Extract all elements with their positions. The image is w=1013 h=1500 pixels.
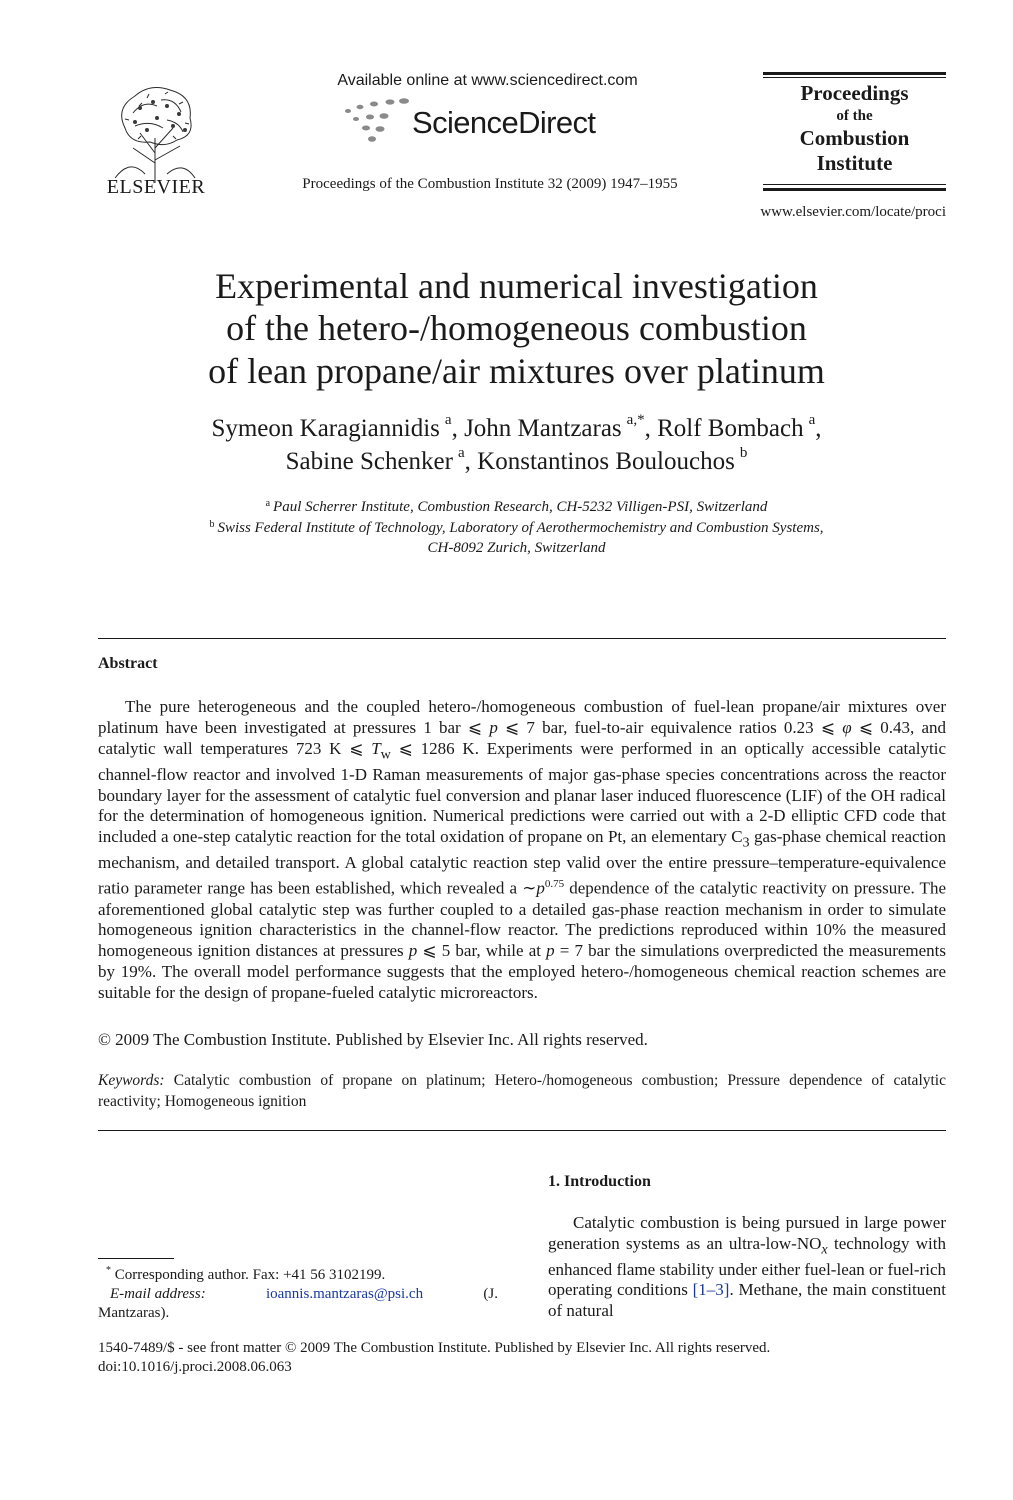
- journal-citation: Proceedings of the Combustion Institute 32 (2009) 1947–1955: [302, 176, 678, 192]
- title-line: of lean propane/air mixtures over platinum: [208, 350, 825, 391]
- abstract-text: gas-phase chemical reaction mechanism, and detailed transport. A global catalytic reaction step valid over the entire pressure–temperature-equivalence ratio parameter range has been established, which revealed a ∼: [98, 827, 947, 898]
- divider: [98, 638, 946, 639]
- author-affiliation-mark: b: [739, 444, 748, 461]
- journal-box-line: Combustion: [799, 126, 910, 151]
- footnote-text: Mantzaras).: [98, 1305, 170, 1321]
- affiliation-text: CH-8092 Zurich, Switzerland: [427, 540, 606, 557]
- math-subscript: 3: [742, 834, 750, 851]
- abstract-text: ⩽ 7 bar, fuel-to-air equivalence ratios 0.23 ⩽: [497, 717, 843, 737]
- section-heading: 1. Introduction: [548, 1173, 651, 1190]
- math-symbol: p: [546, 941, 555, 961]
- author-name: Symeon Karagiannidis: [211, 415, 440, 442]
- intro-text: Catalytic combustion is being pursued in large power generation systems as an ultra-low-NO: [548, 1213, 946, 1253]
- footnote-mark: *: [106, 1265, 111, 1276]
- divider: [763, 77, 946, 78]
- abstract-text: = 7 bar the simulations overpredicted the measurements by 19%. The overall model performance suggests that the employed hetero-/homogeneous chemical reaction schemes are suitable for the design of propane-fueled catalytic microreactors.: [98, 941, 947, 1002]
- math-symbol: p: [489, 717, 498, 737]
- affiliations: [120, 497, 913, 559]
- abstract-body: [98, 697, 946, 1004]
- separator: ,: [451, 415, 465, 442]
- footnote-text: Corresponding author. Fax: +41 56 3102199.: [114, 1267, 386, 1283]
- author-affiliation-mark: a: [808, 412, 816, 428]
- citation-link[interactable]: [1–3]: [692, 1280, 730, 1300]
- math-subscript: x: [821, 1240, 828, 1257]
- intro-text: . Methane, the main constituent of natural: [548, 1280, 947, 1320]
- math-symbol: p: [536, 878, 545, 898]
- abstract-text: dependence of the catalytic reactivity on pressure. The aforementioned global catalytic step was further coupled to a detailed gas-phase reaction mechanism in order to simulate homogeneous ignition characteristics in the channel-flow reactor. The predictions reproduced within 10% the measured homogeneous ignition distances at pressures: [98, 878, 946, 961]
- keywords-text: Catalytic combustion of propane on platinum; Hetero-/homogeneous combustion; Pressure dependence of catalytic reactivity; Homogeneous ignition: [98, 1072, 946, 1110]
- divider: [763, 184, 946, 185]
- affiliation-text: Paul Scherrer Institute, Combustion Research, CH-5232 Villigen-PSI, Switzerland: [273, 499, 768, 515]
- front-matter-info: [98, 1339, 946, 1377]
- email-label: E-mail address:: [110, 1286, 206, 1302]
- journal-url[interactable]: www.elsevier.com/locate/proci: [760, 204, 946, 220]
- sciencedirect-wordmark: ScienceDirect: [412, 105, 596, 140]
- math-symbol: T: [371, 738, 381, 758]
- author-name: John Mantzaras: [464, 415, 622, 442]
- footnote: [98, 1261, 498, 1323]
- abstract-text: ⩽ 5 bar, while at: [417, 941, 547, 961]
- keywords-label: Keywords:: [98, 1072, 165, 1089]
- abstract-copyright: © 2009 The Combustion Institute. Published by Elsevier Inc. All rights reserved.: [98, 1030, 648, 1049]
- author-affiliation-mark: a: [444, 412, 452, 428]
- sciencedirect-dots-icon: [340, 97, 414, 143]
- separator: ,: [644, 415, 658, 442]
- author-affiliation-mark: a,*: [626, 412, 645, 428]
- divider: [98, 1130, 946, 1131]
- title-line: of the hetero-/homogeneous combustion: [226, 308, 807, 349]
- math-symbol: φ: [842, 717, 852, 737]
- math-subscript: w: [380, 745, 391, 762]
- journal-title-box: [763, 72, 946, 192]
- abstract-text: ⩽ 1286 K. Experiments were performed in an optically accessible catalytic channel-flow reactor and involved 1-D Raman measurements of major gas-phase species concentrations across the reactor boundary layer for the assessment of catalytic fuel conversion and planar laser induced fluorescence (LIF) of the OH radical for the determination of homogeneous ignition. Numerical predictions were carried out with a 2-D elliptic CFD code that included a one-step catalytic reaction for the total oxidation of propane on Pt, an elementary C: [98, 738, 946, 847]
- article-title: [120, 265, 913, 392]
- email-link[interactable]: ioannis.mantzaras@psi.ch: [265, 1286, 424, 1302]
- publisher-name: ELSEVIER: [106, 176, 206, 198]
- journal-box-line: Proceedings: [800, 81, 909, 105]
- author-name: Rolf Bombach: [657, 415, 804, 442]
- abstract-text: ⩽ 0.43, and catalytic wall temperatures 723 K ⩽: [98, 717, 946, 758]
- math-exponent: 0.75: [544, 878, 565, 891]
- abstract-heading: Abstract: [98, 655, 158, 672]
- keywords: [98, 1070, 946, 1112]
- intro-body: [548, 1213, 946, 1321]
- author-name: Konstantinos Boulouchos: [477, 447, 735, 475]
- doi-line[interactable]: doi:10.1016/j.proci.2008.06.063: [98, 1359, 292, 1375]
- journal-box-line: Institute: [816, 151, 893, 176]
- footnote-divider: [98, 1258, 174, 1259]
- separator: ,: [815, 415, 822, 442]
- math-symbol: p: [408, 941, 418, 961]
- abstract-text: The pure heterogeneous and the coupled hetero-/homogeneous combustion of fuel-lean propane/air mixtures over platinum have been investigated at pressures 1 bar ⩽: [98, 697, 946, 737]
- intro-text: technology with enhanced flame stability under either fuel-lean or fuel-rich operating conditions: [548, 1233, 946, 1300]
- author-list: [120, 413, 913, 478]
- separator: ,: [464, 447, 478, 475]
- footnote-text: (J.: [483, 1286, 498, 1302]
- issn-line: 1540-7489/$ - see front matter © 2009 The Combustion Institute. Published by Elsevier Inc. All rights reserved.: [98, 1340, 771, 1356]
- sciencedirect-logo: [340, 97, 640, 147]
- affiliation-mark: a: [265, 498, 271, 509]
- journal-box-line: of the: [836, 108, 873, 125]
- author-affiliation-mark: a: [457, 444, 465, 461]
- affiliation-text: Swiss Federal Institute of Technology, Laboratory of Aerothermochemistry and Combustion Systems,: [217, 519, 824, 536]
- divider: [763, 188, 946, 191]
- affiliation-mark: b: [209, 518, 215, 530]
- divider: [763, 72, 946, 75]
- available-online-text: Available online at www.sciencedirect.com: [337, 72, 638, 89]
- author-name: Sabine Schenker: [285, 447, 453, 475]
- title-line: Experimental and numerical investigation: [215, 266, 818, 306]
